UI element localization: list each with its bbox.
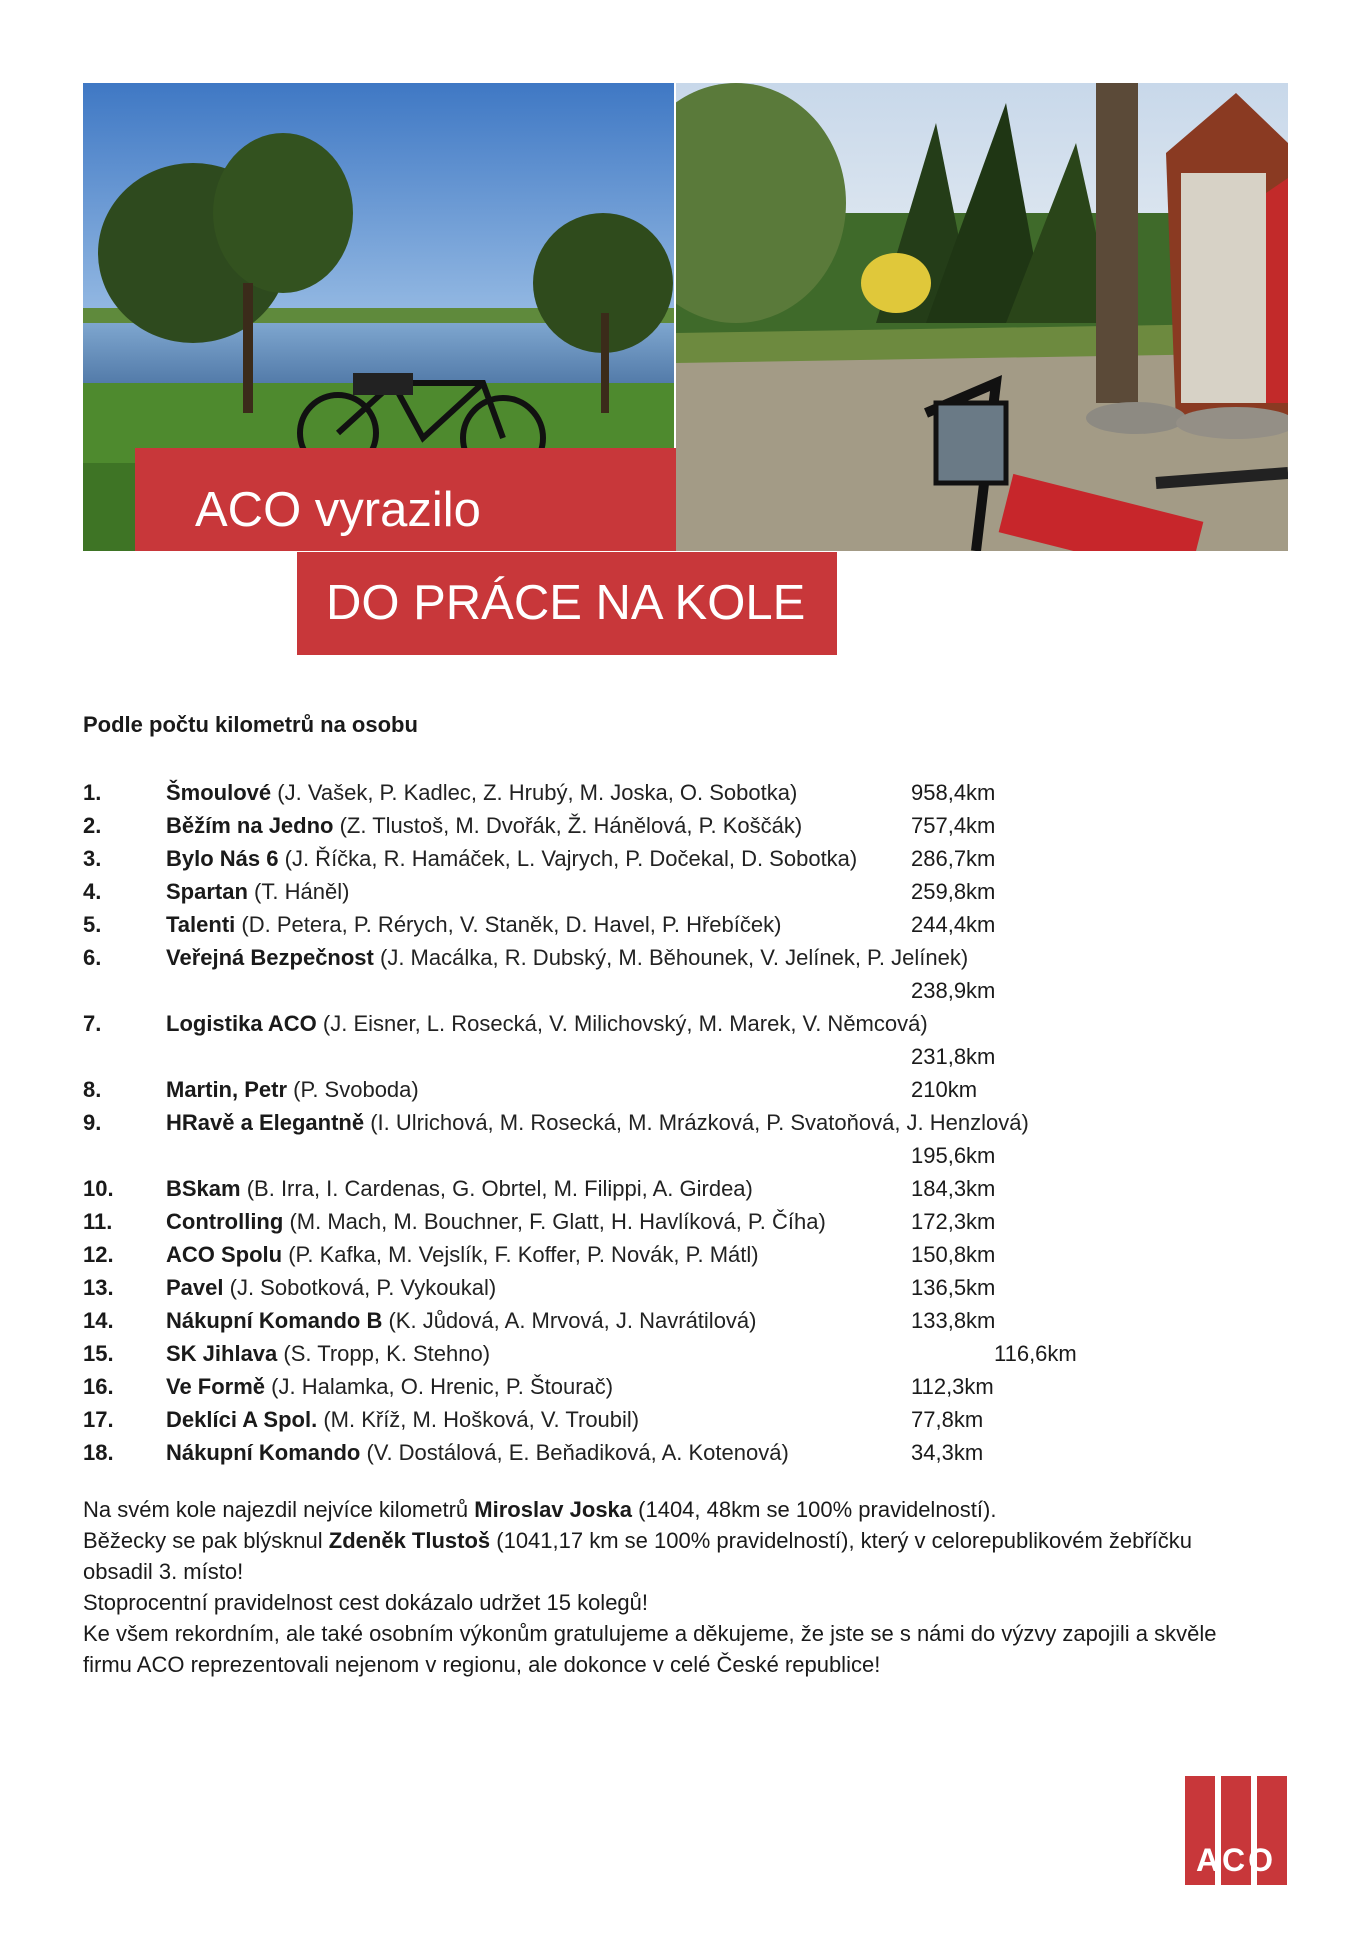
- team-km: 184,3km: [911, 1176, 996, 1201]
- logo-text: ACO: [1195, 1842, 1277, 1878]
- team-km: 286,7km: [911, 846, 996, 871]
- forest-path-photo: [676, 83, 1288, 551]
- rank-number: 13.: [83, 1275, 114, 1300]
- aco-logo: [1185, 1776, 1287, 1885]
- team-name: Talenti: [166, 912, 236, 937]
- team-name: BSkam: [166, 1176, 241, 1201]
- summary-paragraph: Ke všem rekordním, ale také osobním výkonům gratulujeme a děkujeme, že jste se s námi do výzvy zapojili a skvěle firmu ACO reprezentovali nejenom v regionu, ale dokonce v celé České republice!: [83, 1621, 1217, 1677]
- team-name: Běžím na Jedno: [166, 813, 334, 838]
- section-heading: Podle počtu kilometrů na osobu: [83, 712, 418, 737]
- list-item: [83, 1304, 1183, 1337]
- list-item: [83, 1007, 1183, 1073]
- team-members: (J. Říčka, R. Hamáček, L. Vajrych, P. Dočekal, D. Sobotka): [284, 846, 858, 871]
- team-name: Pavel: [166, 1275, 224, 1300]
- team-name: Spartan: [166, 879, 248, 904]
- list-item: [83, 1106, 1183, 1172]
- summary-text-span: (1041,17 km se 100% pravidelností), který v celorepublikovém žebříčku obsadil 3. místo!: [83, 1528, 1193, 1584]
- team-name: Nákupní Komando B: [166, 1308, 383, 1333]
- rank-number: 8.: [83, 1077, 102, 1102]
- team-members: (J. Macálka, R. Dubský, M. Běhounek, V. Jelínek, P. Jelínek): [380, 945, 969, 970]
- list-item: [83, 809, 1183, 842]
- team-members: (T. Háněl): [254, 879, 350, 904]
- team-members: (J. Halamka, O. Hrenic, P. Štourač): [271, 1374, 614, 1399]
- ranking-list: [83, 776, 1183, 1469]
- rank-number: 3.: [83, 846, 102, 871]
- summary-paragraph: Stoprocentní pravidelnost cest dokázalo udržet 15 kolegů!: [83, 1590, 649, 1615]
- rank-number: 17.: [83, 1407, 114, 1432]
- team-name: Šmoulové: [166, 780, 272, 805]
- team-name: SK Jihlava: [166, 1341, 278, 1366]
- list-item: [83, 1073, 1183, 1106]
- rank-number: 18.: [83, 1440, 114, 1465]
- banner-subtitle: DO PRÁCE NA KOLE: [297, 552, 837, 655]
- team-members: (S. Tropp, K. Stehno): [283, 1341, 491, 1366]
- team-members: (Z. Tlustoš, M. Dvořák, Ž. Hánělová, P. Koščák): [339, 813, 803, 838]
- team-name: ACO Spolu: [166, 1242, 283, 1267]
- team-members: (J. Sobotková, P. Vykoukal): [229, 1275, 497, 1300]
- list-item: [83, 1403, 1183, 1436]
- list-item: [83, 1370, 1183, 1403]
- team-km: 77,8km: [911, 1407, 984, 1432]
- list-item: [83, 941, 1183, 1007]
- team-members: (M. Mach, M. Bouchner, F. Glatt, H. Havlíková, P. Číha): [289, 1209, 826, 1234]
- team-km: 259,8km: [911, 879, 996, 904]
- team-members: (B. Irra, I. Cardenas, G. Obrtel, M. Filippi, A. Girdea): [246, 1176, 753, 1201]
- list-item: [83, 1205, 1183, 1238]
- team-km: 116,6km: [994, 1341, 1077, 1366]
- rank-number: 10.: [83, 1176, 114, 1201]
- summary-text-span: Běžecky se pak blýsknul: [83, 1528, 329, 1553]
- team-members: (D. Petera, P. Rérych, V. Staněk, D. Havel, P. Hřebíček): [241, 912, 782, 937]
- summary-text-span: (1404, 48km se 100% pravidelností).: [632, 1497, 997, 1522]
- team-members: (V. Dostálová, E. Beňadiková, A. Kotenová): [366, 1440, 789, 1465]
- list-item: [83, 908, 1183, 941]
- rank-number: 5.: [83, 912, 102, 937]
- team-name: Nákupní Komando: [166, 1440, 361, 1465]
- team-km: 757,4km: [911, 813, 996, 838]
- top-runner-name: Zdeněk Tlustoš: [328, 1528, 491, 1553]
- team-members: (P. Svoboda): [293, 1077, 419, 1102]
- team-km: 231,8km: [911, 1044, 996, 1069]
- team-km: 244,4km: [911, 912, 996, 937]
- team-km: 133,8km: [911, 1308, 996, 1333]
- team-members: (P. Kafka, M. Vejslík, F. Koffer, P. Novák, P. Mátl): [288, 1242, 759, 1267]
- team-members: (J. Eisner, L. Rosecká, V. Milichovský, M. Marek, V. Němcová): [322, 1011, 928, 1036]
- team-name: Martin, Petr: [166, 1077, 288, 1102]
- rank-number: 4.: [83, 879, 102, 904]
- list-item: [83, 875, 1183, 908]
- team-members: (J. Vašek, P. Kadlec, Z. Hrubý, M. Joska, O. Sobotka): [277, 780, 798, 805]
- team-km: 150,8km: [911, 1242, 996, 1267]
- rank-number: 15.: [83, 1341, 114, 1366]
- rank-number: 12.: [83, 1242, 114, 1267]
- list-item: [83, 1436, 1183, 1469]
- team-km: 34,3km: [911, 1440, 984, 1465]
- list-item: [83, 1238, 1183, 1271]
- rank-number: 2.: [83, 813, 102, 838]
- team-name: Logistika ACO: [166, 1011, 317, 1036]
- team-name: Controlling: [166, 1209, 284, 1234]
- team-km: 136,5km: [911, 1275, 996, 1300]
- team-members: (K. Jůdová, A. Mrvová, J. Navrátilová): [388, 1308, 757, 1333]
- team-name: HRavě a Elegantně: [166, 1110, 365, 1135]
- top-cyclist-name: Miroslav Joska: [474, 1497, 633, 1522]
- team-km: 195,6km: [911, 1143, 996, 1168]
- summary-text-span: Na svém kole najezdil nejvíce kilometrů: [83, 1497, 475, 1522]
- list-item: [83, 776, 1183, 809]
- summary-paragraph: [83, 1525, 1243, 1587]
- summary-paragraph: [83, 1494, 1243, 1525]
- team-name: Bylo Nás 6: [166, 846, 279, 871]
- team-name: Veřejná Bezpečnost: [166, 945, 374, 970]
- list-item: [83, 1271, 1183, 1304]
- team-km: 172,3km: [911, 1209, 996, 1234]
- list-item: [83, 1172, 1183, 1205]
- team-km: 238,9km: [911, 978, 996, 1003]
- team-members: (I. Ulrichová, M. Rosecká, M. Mrázková, P. Svatoňová, J. Henzlová): [370, 1110, 1029, 1135]
- rank-number: 1.: [83, 780, 102, 805]
- list-item: [83, 1337, 1183, 1370]
- team-members: (M. Kříž, M. Hošková, V. Troubil): [323, 1407, 640, 1432]
- rank-number: 7.: [83, 1011, 102, 1036]
- team-km: 958,4km: [911, 780, 996, 805]
- rank-number: 16.: [83, 1374, 114, 1399]
- team-km: 210km: [911, 1077, 978, 1102]
- team-name: Deklíci A Spol.: [166, 1407, 318, 1432]
- rank-number: 11.: [83, 1209, 113, 1234]
- summary-text: [83, 1494, 1243, 1680]
- team-name: Ve Formě: [166, 1374, 266, 1399]
- list-item: [83, 842, 1183, 875]
- rank-number: 9.: [83, 1110, 102, 1135]
- team-km: 112,3km: [911, 1374, 994, 1399]
- banner-title: ACO vyrazilo: [135, 448, 676, 551]
- rank-number: 14.: [83, 1308, 114, 1333]
- rank-number: 6.: [83, 945, 102, 970]
